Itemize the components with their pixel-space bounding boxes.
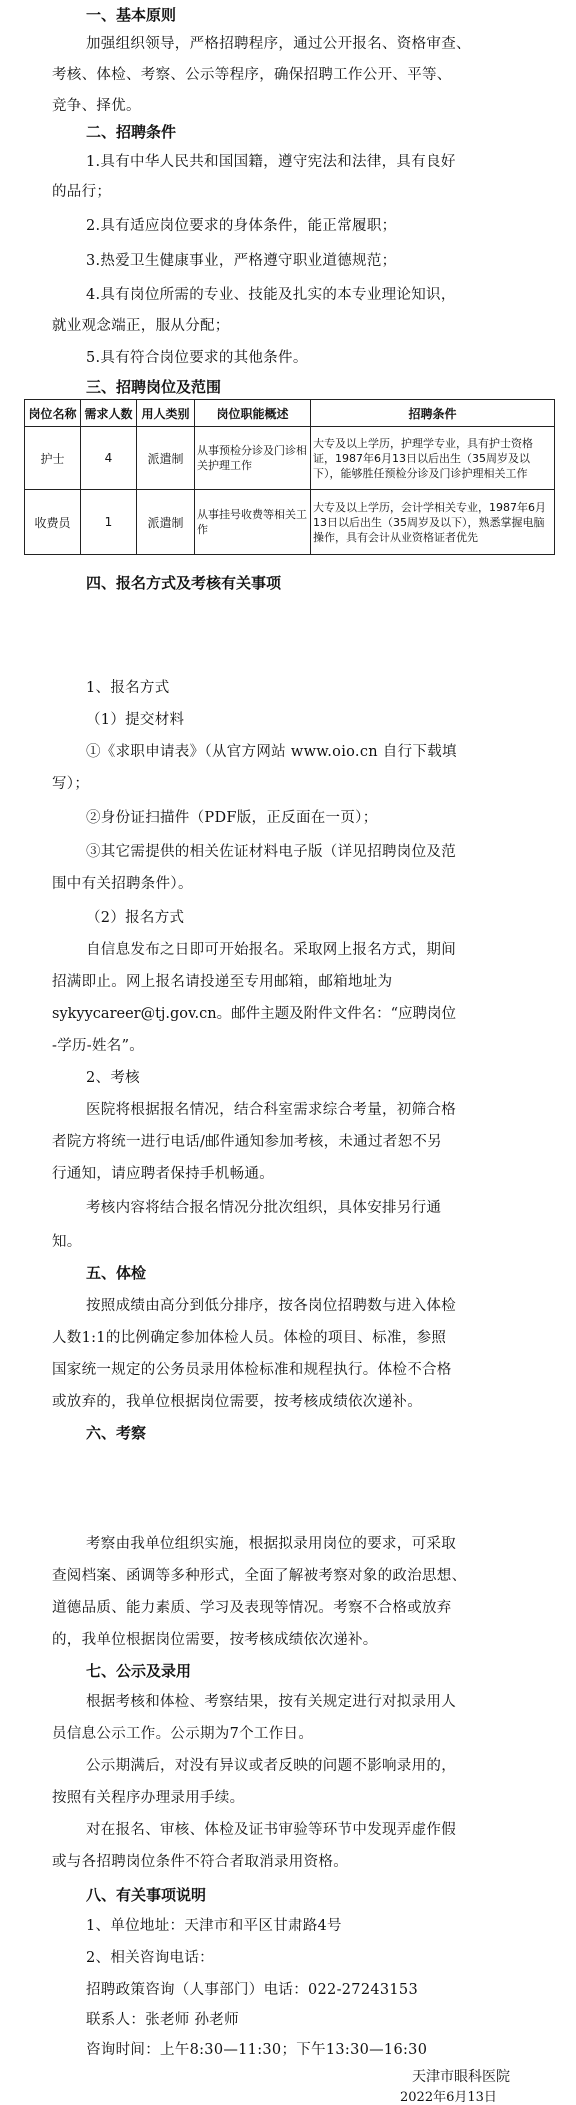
paragraph-line: 者院方将统一进行电话/邮件通知参加考核，未通过者恕不另 [52, 1134, 442, 1150]
paragraph-line: 联系人：张老师 孙老师 [86, 2012, 239, 2028]
section-heading-positions: 三、招聘岗位及范围 [86, 378, 222, 396]
paragraph-line: 知。 [52, 1234, 82, 1250]
paragraph-line: 对在报名、审核、体检及证书审验等环节中发现弄虚作假 [86, 1822, 456, 1838]
column-header: 招聘条件 [311, 400, 555, 427]
paragraph-line: 公示期满后，对没有异议或者反映的问题不影响录用的， [86, 1758, 456, 1774]
paragraph-line: 根据考核和体检、考察结果，按有关规定进行对拟录用人 [86, 1694, 456, 1710]
position-requirements: 大专及以上学历，护理学专业，具有护士资格证，1987年6月13日以后出生（35周岁及以下），能够胜任预检分诊及门诊护理相关工作 [311, 427, 555, 490]
paragraph-line: 咨询时间：上午8:30—11:30；下午13:30—16:30 [86, 2042, 428, 2058]
column-header: 岗位职能概述 [195, 400, 311, 427]
section-heading-notes: 八、有关事项说明 [86, 1886, 207, 1904]
position-duty: 从事挂号收费等相关工作 [195, 490, 311, 555]
table-row [25, 490, 555, 555]
paragraph-line: 1、报名方式 [86, 680, 170, 696]
paragraph-line: 招满即止。网上报名请投递至专用邮箱，邮箱地址为 [52, 974, 393, 990]
paragraph-line: 2、考核 [86, 1070, 140, 1086]
paragraph-line: 2、相关咨询电话： [86, 1950, 214, 1966]
section-heading-inspection: 六、考察 [86, 1424, 147, 1442]
section-heading-publicity: 七、公示及录用 [86, 1662, 192, 1680]
position-name: 收费员 [25, 490, 81, 555]
position-name: 护士 [25, 427, 81, 490]
section-heading-principles: 一、基本原则 [86, 6, 177, 24]
paragraph-line: 或放弃的，我单位根据岗位需要，按考核成绩依次递补。 [52, 1394, 422, 1410]
paragraph-line: 4.具有岗位所需的专业、技能及扎实的本专业理论知识， [86, 287, 456, 303]
table-header-row [25, 400, 555, 427]
positions-table [24, 399, 555, 555]
position-count: 4 [81, 427, 137, 490]
paragraph-line: 行通知，请应聘者保持手机畅通。 [52, 1166, 274, 1182]
paragraph-line: 考核、体检、考察、公示等程序，确保招聘工作公开、平等、 [52, 67, 452, 83]
paragraph-line: 按照成绩由高分到低分排序，按各岗位招聘数与进入体检 [86, 1298, 456, 1314]
section-heading-medical-exam: 五、体检 [86, 1264, 147, 1282]
signature-date: 2022年6月13日 [400, 2090, 497, 2105]
paragraph-line: 1、单位地址：天津市和平区甘肃路4号 [86, 1918, 342, 1934]
paragraph-line: （1）提交材料 [86, 712, 185, 728]
signature-org: 天津市眼科医院 [412, 2069, 510, 2085]
table-row [25, 427, 555, 490]
employment-type: 派遣制 [137, 490, 195, 555]
paragraph-line: 国家统一规定的公务员录用体检标准和规程执行。体检不合格 [52, 1362, 452, 1378]
paragraph-line: 加强组织领导，严格招聘程序，通过公开报名、资格审查、 [86, 36, 471, 52]
paragraph-line: -学历-姓名”。 [52, 1038, 145, 1054]
paragraph-line: 3.热爱卫生健康事业，严格遵守职业道德规范； [86, 253, 397, 269]
position-duty: 从事预检分诊及门诊相关护理工作 [195, 427, 311, 490]
paragraph-line: 员信息公示工作。公示期为7个工作日。 [52, 1726, 314, 1742]
paragraph-line: 的品行； [52, 184, 112, 200]
position-count: 1 [81, 490, 137, 555]
paragraph-line: ③其它需提供的相关佐证材料电子版（详见招聘岗位及范 [86, 844, 456, 860]
paragraph-line: 道德品质、能力素质、学习及表现等情况。考察不合格或放弃 [52, 1600, 452, 1616]
paragraph-line: ②身份证扫描件（PDF版，正反面在一页）； [86, 810, 378, 826]
paragraph-line: 1.具有中华人民共和国国籍，遵守宪法和法律，具有良好 [86, 154, 456, 170]
column-header: 需求人数 [81, 400, 137, 427]
paragraph-line: 或与各招聘岗位条件不符合者取消录用资格。 [52, 1854, 348, 1870]
paragraph-line: 的，我单位根据岗位需要，按考核成绩依次递补。 [52, 1632, 378, 1648]
paragraph-line: 按照有关程序办理录用手续。 [52, 1790, 245, 1806]
paragraph-line: 就业观念端正，服从分配； [52, 318, 230, 334]
paragraph-line: ①《求职申请表》（从官方网站 www.oio.cn 自行下载填 [86, 744, 457, 760]
paragraph-line: 写）； [52, 776, 90, 792]
paragraph-line: 医院将根据报名情况，结合科室需求综合考量，初筛合格 [86, 1102, 456, 1118]
paragraph-line: 考核内容将结合报名情况分批次组织，具体安排另行通 [86, 1200, 442, 1216]
paragraph-line: 人数1:1的比例确定参加体检人员。体检的项目、标准，参照 [52, 1330, 447, 1346]
paragraph-line: 考察由我单位组织实施，根据拟录用岗位的要求，可采取 [86, 1536, 456, 1552]
paragraph-line: sykyycareer@tj.gov.cn。邮件主题及附件文件名：“应聘岗位 [52, 1006, 456, 1022]
paragraph-line: 5.具有符合岗位要求的其他条件。 [86, 350, 308, 366]
section-heading-application: 四、报名方式及考核有关事项 [86, 574, 282, 592]
position-requirements: 大专及以上学历，会计学相关专业，1987年6月13日以后出生（35周岁及以下），熟悉掌握电脑操作，具有会计从业资格证者优先 [311, 490, 555, 555]
paragraph-line: 围中有关招聘条件）。 [52, 876, 193, 892]
employment-type: 派遣制 [137, 427, 195, 490]
section-heading-conditions: 二、招聘条件 [86, 123, 177, 141]
column-header: 用人类别 [137, 400, 195, 427]
paragraph-line: 查阅档案、函调等多种形式，全面了解被考察对象的政治思想、 [52, 1568, 467, 1584]
paragraph-line: （2）报名方式 [86, 910, 185, 926]
paragraph-line: 竞争、择优。 [52, 98, 141, 114]
paragraph-line: 自信息发布之日即可开始报名。采取网上报名方式，期间 [86, 942, 456, 958]
column-header: 岗位名称 [25, 400, 81, 427]
paragraph-line: 招聘政策咨询（人事部门）电话：022-27243153 [86, 1982, 418, 1998]
paragraph-line: 2.具有适应岗位要求的身体条件，能正常履职； [86, 218, 397, 234]
